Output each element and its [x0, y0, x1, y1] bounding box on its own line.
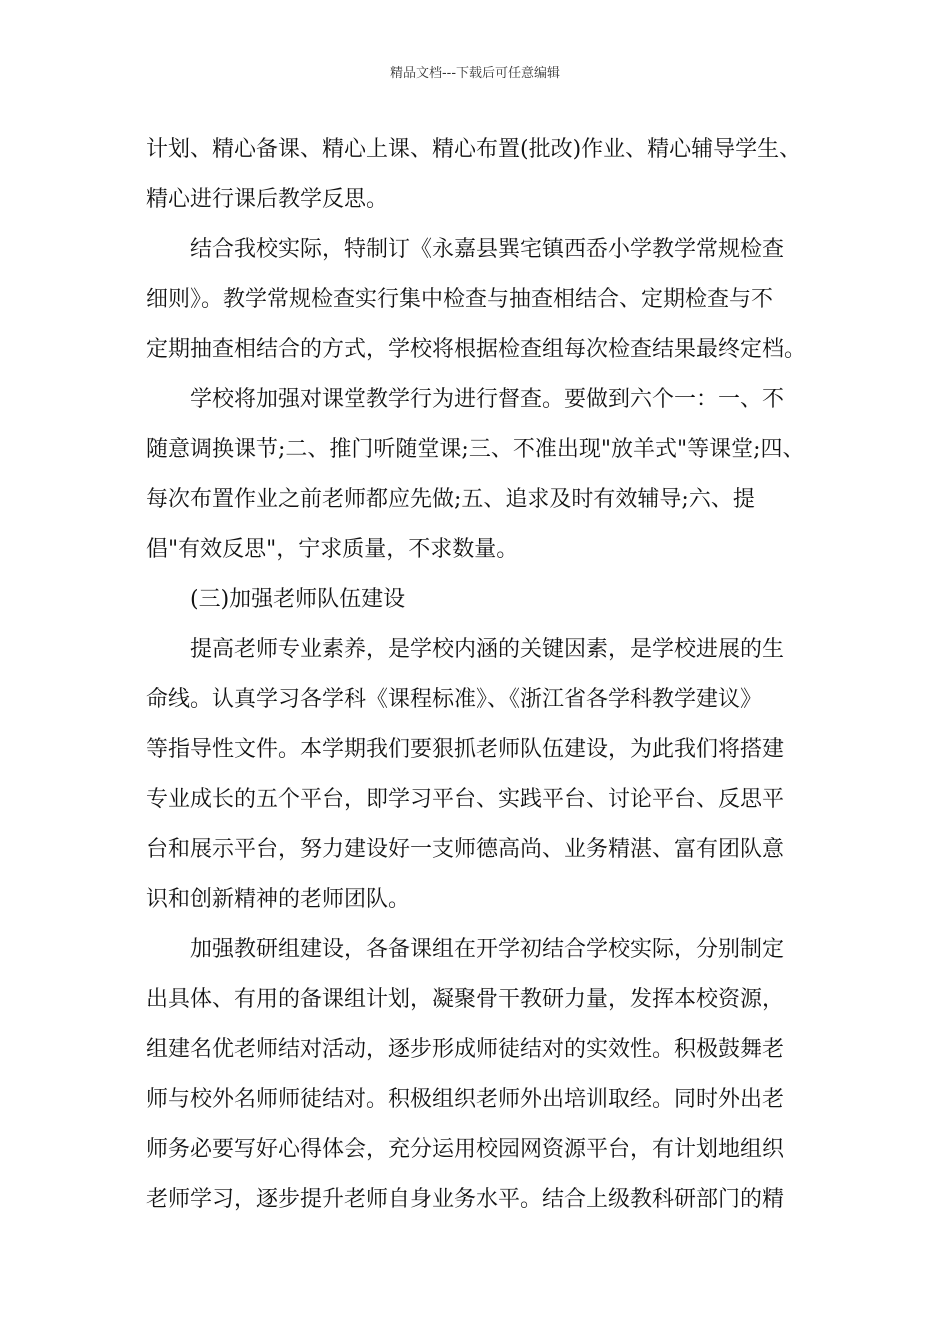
paragraph-first-line: 加强教研组建设，各备课组在开学初结合学校实际，分别制定 — [190, 937, 785, 962]
text-line: 台和展示平台，努力建设好一支师德高尚、业务精湛、富有团队意 — [146, 837, 785, 862]
page-header: 精品文档---下载后可任意编辑 — [389, 66, 561, 81]
text-line: 命线。认真学习各学科《课程标准》、《浙江省各学科教学建议》 — [146, 687, 763, 712]
text-line: 师与校外名师师徒结对。积极组织老师外出培训取经。同时外出老 — [146, 1087, 785, 1112]
section-heading: (三)加强老师队伍建设 — [190, 587, 406, 612]
text-line: 倡"有效反思"，宁求质量，不求数量。 — [146, 537, 519, 562]
paragraph-first-line: 学校将加强对课堂教学行为进行督查。要做到六个一：一、不 — [190, 387, 785, 412]
text-line: 师务必要写好心得体会，充分运用校园网资源平台，有计划地组织 — [146, 1137, 785, 1162]
text-line: 等指导性文件。本学期我们要狠抓老师队伍建设，为此我们将搭建 — [146, 737, 785, 762]
text-line: 每次布置作业之前老师都应先做;五、追求及时有效辅导;六、提 — [146, 487, 755, 512]
text-line: 计划、精心备课、精心上课、精心布置(批改)作业、精心辅导学生、 — [146, 137, 802, 162]
text-line: 识和创新精神的老师团队。 — [146, 887, 411, 912]
text-line: 出具体、有用的备课组计划，凝聚骨干教研力量，发挥本校资源， — [146, 987, 785, 1012]
text-line: 专业成长的五个平台，即学习平台、实践平台、讨论平台、反思平 — [146, 787, 785, 812]
text-line: 随意调换课节;二、推门听随堂课;三、不准出现"放羊式"等课堂;四、 — [146, 437, 805, 462]
text-line: 定期抽查相结合的方式，学校将根据检查组每次检查结果最终定档。 — [146, 337, 807, 362]
text-line: 老师学习，逐步提升老师自身业务水平。结合上级教科研部门的精 — [146, 1187, 785, 1212]
paragraph-first-line: 提高老师专业素养，是学校内涵的关键因素，是学校进展的生 — [190, 637, 785, 662]
text-line: 组建名优老师结对活动，逐步形成师徒结对的实效性。积极鼓舞老 — [146, 1037, 785, 1062]
text-line: 细则》。教学常规检查实行集中检查与抽查相结合、定期检查与不 — [146, 287, 774, 312]
paragraph-first-line: 结合我校实际，特制订《永嘉县巽宅镇西岙小学教学常规检查 — [190, 237, 785, 262]
text-line: 精心进行课后教学反思。 — [146, 187, 389, 212]
